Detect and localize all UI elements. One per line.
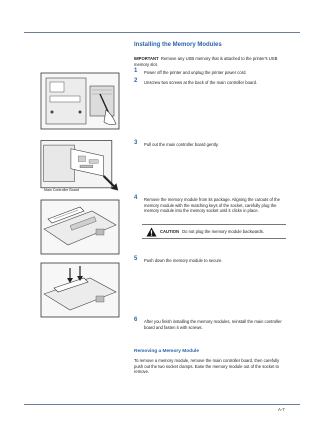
step-text: After you finish installing the memory modules, reinstall the main controller board and fasten it with screws. <box>144 319 282 330</box>
caution-label: CAUTION <box>160 229 180 234</box>
controller-board-illustration <box>40 137 120 195</box>
subheading: Removing a Memory Module <box>134 349 200 354</box>
footer-rule <box>24 404 300 405</box>
warning-icon <box>146 227 157 237</box>
step-number: 1 <box>134 68 138 74</box>
step-number: 4 <box>134 195 138 201</box>
removal-paragraph: To remove a memory module, remove the main controller board, then carefully push out the two socket clamps. Ease the memory module out of the socket to remove. <box>134 358 280 375</box>
printer-back-illustration <box>40 72 120 130</box>
step-number: 3 <box>134 140 138 146</box>
step-number: 6 <box>134 317 138 323</box>
step-text: Pull out the main controller board gently. <box>144 142 219 147</box>
section-title: Installing the Memory Modules <box>134 42 222 48</box>
step-1 <box>134 70 286 76</box>
caution-text: Do not plug the memory module backwards. <box>182 229 265 234</box>
header-rule <box>24 32 300 33</box>
step-text: Unscrew two screws at the back of the main controller board. <box>144 80 258 85</box>
step-text: Remove the memory module from its package. Aligning the cutouts of the memory module with the matching keys of the socket, carefully plug the memory module into the memory socket until it clicks in place. <box>144 197 280 214</box>
step-5 <box>134 258 286 264</box>
step-2 <box>134 80 286 86</box>
memory-insertion-illustration <box>40 199 120 255</box>
figure-label: Main Controller Board <box>44 188 79 192</box>
memory-secure-illustration <box>40 262 120 318</box>
step-3 <box>134 142 286 148</box>
step-number: 2 <box>134 78 138 84</box>
important-label: IMPORTANT <box>134 56 159 61</box>
step-text: Push down the memory module to secure. <box>144 258 223 263</box>
step-text: Power off the printer and unplug the printer power cord. <box>144 70 247 75</box>
important-note <box>134 56 284 67</box>
step-number: 5 <box>134 256 138 262</box>
important-text: Remove any USB memory that is attached to the printer's USB memory slot. <box>134 56 278 67</box>
step-4 <box>134 197 286 214</box>
step-6 <box>134 319 286 330</box>
page-number: A-7 <box>278 407 285 412</box>
caution-box <box>142 224 286 239</box>
